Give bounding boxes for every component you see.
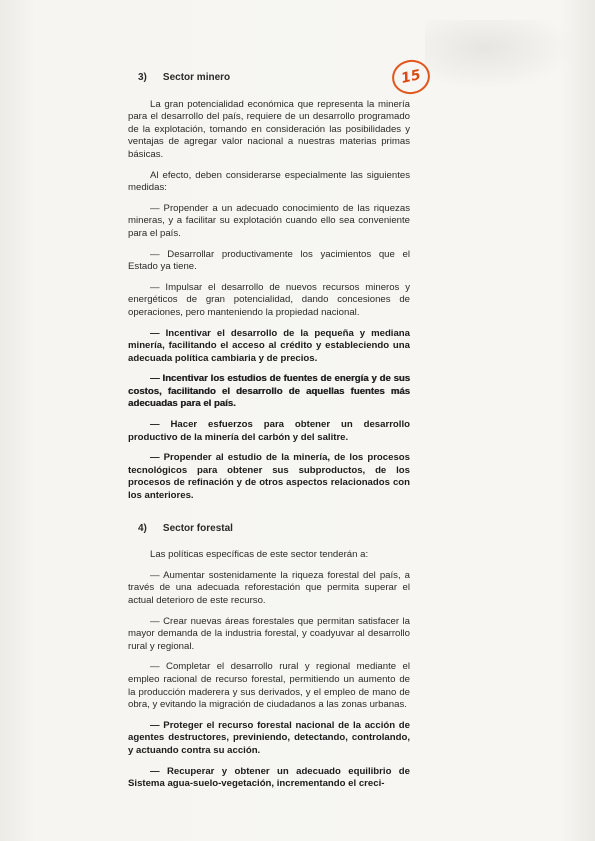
ink-bleed-through [425, 20, 575, 90]
paragraph: La gran potencialidad económica que representa la minería para el desarrollo del país, requiere de un desarrollo programado de la explotación, tomando en consideración las posibilidades y ventajas de agregar valor nacional a nuestras materias primas básicas. [128, 98, 410, 160]
paragraph: Al efecto, deben considerarse especialmente las siguientes medidas: [128, 169, 410, 194]
section-number: 4) [138, 522, 147, 534]
paragraph: — Propender a un adecuado conocimiento de las riquezas mineras, y a facilitar su explotación cuando ello sea conveniente para el país. [128, 202, 410, 239]
paragraph: — Crear nuevas áreas forestales que permitan satisfacer la mayor demanda de la industria forestal, y coadyuvar al desarrollo rural y regional. [128, 615, 410, 652]
paragraph: — Incentivar el desarrollo de la pequeña y mediana minería, facilitando el acceso al crédito y estableciendo una adecuada política cambiaria y de precios. [128, 327, 410, 364]
section-heading-mining [138, 72, 410, 85]
page-number-text: 15 [399, 67, 423, 87]
section-title: Sector forestal [162, 522, 233, 534]
paragraph: — Desarrollar productivamente los yacimientos que el Estado ya tiene. [128, 248, 410, 273]
paragraph: — Aumentar sostenidamente la riqueza forestal del país, a través de una adecuada reforestación que permita superar el actual deterioro de este recurso. [128, 569, 410, 606]
document-body [128, 72, 410, 799]
paragraph: Las políticas específicas de este sector tenderán a: [150, 549, 369, 561]
paragraph: — Propender al estudio de la minería, de los procesos tecnológicos para obtener sus subproductos, de los procesos de refinación y de otros aspectos relacionados con los anteriores. [128, 452, 410, 502]
paragraph: — Completar el desarrollo rural y regional mediante el empleo racional de recurso forestal, permitiendo un aumento de la producción maderera y sus derivados, y el empleo de mano de obra, y evitando la migración de ciudadanos a las zonas urbanas. [128, 661, 410, 711]
section-number: 3) [138, 72, 147, 83]
paragraph: — Recuperar y obtener un adecuado equilibrio de Sistema agua-suelo-vegetación, incrementando el creci- [128, 765, 410, 790]
paragraph: — Proteger el recurso forestal nacional de la acción de agentes destructores, previniendo, detectando, controlando, y actuando contra su acción. [128, 719, 410, 756]
paragraph: — Hacer esfuerzos para obtener un desarrollo productivo de la minería del carbón y del salitre. [128, 419, 410, 443]
paragraph: — Impulsar el desarrollo de nuevos recursos mineros y energéticos de gran potencialidad, dando concesiones de operaciones, pero manteniendo la propiedad nacional. [128, 281, 410, 318]
section-title: Sector minero [162, 72, 231, 83]
section-heading-forestry [138, 523, 410, 536]
paragraph: — Incentivar los estudios de fuentes de energía y de sus costos, facilitando el desarrollo de aquellas fuentes más adecuadas para el país. [128, 373, 410, 410]
